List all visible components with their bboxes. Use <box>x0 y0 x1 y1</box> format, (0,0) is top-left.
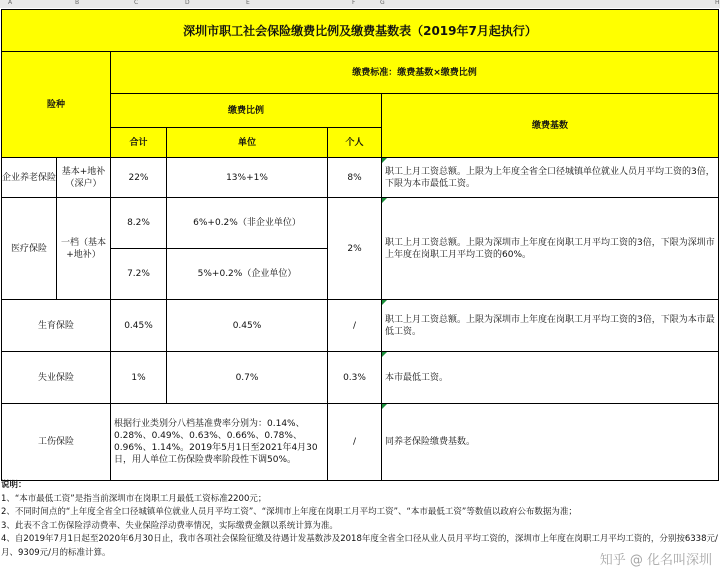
pension-base[interactable]: 职工上月工资总额。上限为上年度全省全口径城镇单位就业人员月平均工资的3倍，下限为本市最低工资。 <box>381 157 719 198</box>
medical-total-b[interactable]: 7.2% <box>110 248 167 300</box>
comment-marker <box>382 404 387 409</box>
medical-employer-b[interactable]: 5%+0.2%（企业单位） <box>166 248 328 300</box>
comment-marker <box>382 158 387 163</box>
column-letter-f[interactable]: F <box>352 0 356 6</box>
unemployment-name[interactable]: 失业保险 <box>1 351 111 404</box>
column-letter-g[interactable]: G <box>380 0 385 6</box>
column-letter-d[interactable]: D <box>185 0 190 6</box>
unemployment-total[interactable]: 1% <box>110 351 167 404</box>
unemployment-individual[interactable]: 0.3% <box>327 351 382 404</box>
column-letter-e[interactable]: E <box>246 0 250 6</box>
injury-individual[interactable]: / <box>327 403 382 481</box>
note-line: 4、自2019年7月1日起至2020年6月30日止，我市各项社会保险征缴及待遇计发基数涉及2018年度全省全口径从业人员月平均工资的，深圳市上年度在岗职工月平均工资的，分别按6338元/月、9309元/月的标准计算。 <box>1 534 718 558</box>
employer-header[interactable]: 单位 <box>166 127 328 158</box>
maternity-individual[interactable]: / <box>327 299 382 352</box>
injury-name[interactable]: 工伤保险 <box>1 403 111 481</box>
column-letter-a[interactable]: A <box>8 0 13 6</box>
maternity-total[interactable]: 0.45% <box>110 299 167 352</box>
maternity-employer[interactable]: 0.45% <box>166 299 328 352</box>
total-header[interactable]: 合计 <box>110 127 167 158</box>
table-title[interactable]: 深圳市职工社会保险缴费比例及缴费基数表（2019年7月起执行） <box>1 9 719 52</box>
column-letter-b[interactable]: B <box>75 0 80 6</box>
standard-header[interactable]: 缴费标准：缴费基数×缴费比例 <box>110 51 719 94</box>
spreadsheet-grid <box>0 8 720 584</box>
unemployment-employer[interactable]: 0.7% <box>166 351 328 404</box>
note-line: 3、此表不含工伤保险浮动费率、失业保险浮动费率情况，实际缴费金额以系统计算为准。 <box>1 520 338 531</box>
notes-heading: 说明： <box>1 480 27 490</box>
note-line: 1、“本市最低工资”是指当前深圳市在岗职工月最低工资标准2200元； <box>1 493 267 504</box>
comment-marker <box>382 300 387 305</box>
maternity-name[interactable]: 生育保险 <box>1 299 111 352</box>
watermark: 知乎 @ 化名叫深圳 <box>599 553 712 568</box>
medical-sub[interactable]: 一档（基本+地补） <box>56 197 111 300</box>
individual-header[interactable]: 个人 <box>327 127 382 158</box>
unemployment-base[interactable]: 本市最低工资。 <box>381 351 719 404</box>
medical-individual[interactable]: 2% <box>327 197 382 300</box>
pension-total[interactable]: 22% <box>110 157 167 198</box>
maternity-base[interactable]: 职工上月工资总额。上限为深圳市上年度在岗职工月平均工资的3倍，下限为本市最低工资。 <box>381 299 719 352</box>
pension-name[interactable]: 企业养老保险 <box>1 157 57 198</box>
medical-employer-a[interactable]: 6%+0.2%（非企业单位） <box>166 197 328 249</box>
note-line: 2、不同时间点的“上年度全省全口径城镇单位就业人员月平均工资”、“深圳市上年度在岗职工月平均工资”、“本市最低工资”等数值以政府公布数据为准； <box>1 507 577 517</box>
base-header[interactable]: 缴费基数 <box>381 93 719 158</box>
comment-marker <box>382 352 387 357</box>
ratio-header[interactable]: 缴费比例 <box>110 93 382 128</box>
medical-total-a[interactable]: 8.2% <box>110 197 167 249</box>
comment-marker <box>382 198 387 203</box>
medical-name[interactable]: 医疗保险 <box>1 197 57 300</box>
pension-sub[interactable]: 基本+地补（深户） <box>56 157 111 198</box>
column-letter-c[interactable]: C <box>134 0 139 6</box>
injury-employer[interactable]: 根据行业类别分八档基准费率分别为：0.14%、0.28%、0.49%、0.63%、0.66%、0.78%、0.96%、1.14%。2019年5月1日至2021年4月30日，用人单位工伤保险费率阶段性下调50%。 <box>110 403 328 481</box>
notes-section <box>1 479 719 584</box>
medical-base[interactable]: 职工上月工资总额。上限为深圳市上年度在岗职工月平均工资的3倍，下限为深圳市上年度在岗职工月平均工资的60%。 <box>381 197 719 300</box>
injury-base[interactable]: 同养老保险缴费基数。 <box>381 403 719 481</box>
column-letter-h[interactable]: H <box>715 0 720 6</box>
pension-individual[interactable]: 8% <box>327 157 382 198</box>
insurance-type-header[interactable]: 险种 <box>1 51 111 158</box>
pension-employer[interactable]: 13%+1% <box>166 157 328 198</box>
